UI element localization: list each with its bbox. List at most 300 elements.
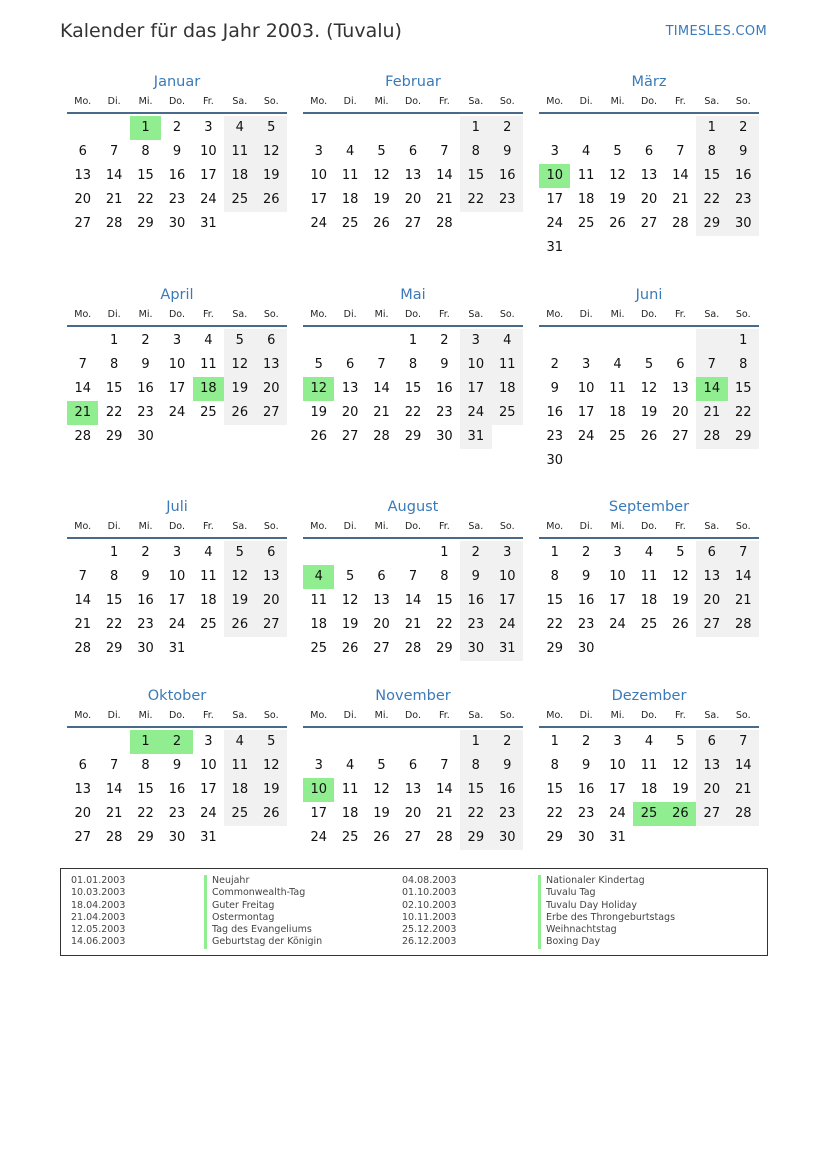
- empty-day-cell: [539, 329, 570, 353]
- day-cell: 8: [550, 758, 559, 773]
- day-cell: 10: [200, 758, 217, 773]
- day-cell: 29: [460, 826, 491, 850]
- day-cell: 6: [256, 541, 287, 565]
- day-cell: 15: [137, 782, 154, 797]
- legend-names-right: [538, 875, 675, 949]
- weekday-header: [67, 706, 287, 728]
- day-cell: 26: [373, 216, 390, 231]
- day-cell: 31: [460, 425, 491, 449]
- empty-day-cell: [429, 116, 460, 140]
- day-cell: 3: [581, 357, 591, 372]
- empty-day-cell: [633, 826, 664, 850]
- day-cell: 21: [404, 617, 422, 632]
- empty-day-cell: [492, 212, 523, 236]
- weekday-label: Do.: [168, 710, 185, 721]
- empty-day-cell: [397, 730, 428, 754]
- day-cell: 17: [168, 381, 186, 396]
- week-row: [67, 589, 287, 613]
- day-cell: 4: [303, 565, 334, 589]
- month-name: Dezember: [611, 688, 687, 704]
- weekday-label: Mo.: [310, 710, 328, 721]
- day-cell: 13: [373, 593, 390, 608]
- day-cell: 16: [728, 164, 759, 188]
- weekday-label: Di.: [579, 710, 593, 721]
- day-cell: 26: [665, 802, 696, 826]
- empty-day-cell: [492, 425, 523, 449]
- week-row: [67, 802, 287, 826]
- weekday-header: [303, 706, 523, 728]
- day-cell: 5: [377, 144, 386, 159]
- weekday-label: Sa.: [704, 710, 720, 721]
- day-cell: 17: [168, 593, 186, 608]
- day-cell: 14: [105, 168, 123, 183]
- empty-day-cell: [67, 329, 98, 353]
- day-cell: 25: [341, 830, 359, 845]
- week-row: [303, 329, 523, 353]
- week-row: [539, 353, 759, 377]
- weekday-label: Fr.: [202, 96, 214, 107]
- weekday-label: Fr.: [202, 309, 214, 320]
- weekday-label: Do.: [404, 521, 421, 532]
- day-cell: 5: [644, 357, 654, 372]
- day-cell: 27: [256, 401, 287, 425]
- week-row: [539, 637, 759, 661]
- day-cell: 27: [404, 830, 422, 845]
- day-cell: 5: [314, 357, 323, 372]
- day-cell: 5: [676, 545, 685, 560]
- day-cell: 21: [696, 401, 727, 425]
- day-cell: 10: [539, 164, 570, 188]
- day-cell: 2: [550, 357, 559, 372]
- day-cell: 16: [492, 164, 523, 188]
- day-cell: 29: [728, 425, 759, 449]
- day-cell: 12: [303, 377, 334, 401]
- empty-day-cell: [224, 212, 255, 236]
- week-row: [67, 377, 287, 401]
- month-calendar: [539, 72, 759, 260]
- weekday-label: So.: [735, 710, 751, 721]
- day-cell: 2: [141, 545, 150, 560]
- day-cell: 22: [404, 405, 422, 420]
- weekday-header: [303, 517, 523, 539]
- day-cell: 19: [373, 806, 390, 821]
- day-cell: 29: [105, 641, 123, 656]
- week-row: [67, 565, 287, 589]
- day-cell: 30: [577, 830, 595, 845]
- day-cell: 8: [460, 754, 491, 778]
- day-cell: 3: [613, 545, 622, 560]
- day-cell: 12: [640, 381, 658, 396]
- week-row: [539, 212, 759, 236]
- weekday-label: Sa.: [468, 521, 484, 532]
- day-cell: 25: [224, 188, 255, 212]
- day-cell: 23: [546, 429, 563, 444]
- brand-link[interactable]: TIMESLES.COM: [665, 24, 767, 39]
- day-cell: 18: [341, 806, 359, 821]
- week-row: [539, 754, 759, 778]
- day-cell: 1: [696, 116, 727, 140]
- day-cell: 25: [341, 216, 359, 231]
- week-row: [303, 188, 523, 212]
- day-cell: 28: [728, 613, 759, 637]
- legend-holiday-name: Commonwealth-Tag: [204, 887, 322, 899]
- day-cell: 24: [546, 216, 563, 231]
- day-cell: 4: [345, 144, 355, 159]
- day-cell: 10: [303, 778, 334, 802]
- empty-day-cell: [193, 425, 224, 449]
- legend-dates-left: [71, 875, 125, 949]
- weekday-label: Di.: [579, 521, 593, 532]
- empty-day-cell: [570, 116, 601, 140]
- day-cell: 1: [408, 333, 418, 348]
- legend-date: 10.11.2003: [402, 911, 457, 923]
- day-cell: 26: [256, 802, 287, 826]
- day-cell: 5: [613, 144, 622, 159]
- weekday-label: Fr.: [674, 710, 686, 721]
- day-cell: 18: [640, 782, 658, 797]
- weekday-label: Do.: [640, 521, 657, 532]
- empty-day-cell: [366, 116, 397, 140]
- empty-day-cell: [728, 236, 759, 260]
- weekday-label: So.: [499, 309, 515, 320]
- day-cell: 9: [492, 140, 523, 164]
- day-cell: 21: [728, 778, 759, 802]
- day-cell: 15: [460, 164, 491, 188]
- day-cell: 3: [204, 734, 213, 749]
- day-cell: 31: [168, 641, 186, 656]
- weekday-label: Mo.: [310, 521, 328, 532]
- day-cell: 7: [377, 357, 386, 372]
- empty-day-cell: [633, 637, 664, 661]
- month-calendar: [67, 285, 287, 449]
- day-cell: 29: [696, 212, 727, 236]
- weekday-header: [539, 517, 759, 539]
- empty-day-cell: [728, 637, 759, 661]
- day-cell: 3: [460, 329, 491, 353]
- legend-names-left: [204, 875, 322, 949]
- weekday-label: Sa.: [704, 309, 720, 320]
- day-cell: 8: [460, 140, 491, 164]
- day-cell: 26: [373, 830, 390, 845]
- day-cell: 2: [728, 116, 759, 140]
- weekday-label: Do.: [168, 96, 185, 107]
- day-cell: 5: [345, 569, 355, 584]
- day-cell: 9: [581, 569, 591, 584]
- day-cell: 9: [141, 357, 150, 372]
- day-cell: 10: [310, 168, 327, 183]
- weekday-label: Mi.: [138, 710, 153, 721]
- day-cell: 8: [141, 758, 150, 773]
- weekday-label: Mi.: [374, 96, 389, 107]
- empty-day-cell: [696, 637, 727, 661]
- day-cell: 13: [341, 381, 359, 396]
- day-cell: 9: [440, 357, 449, 372]
- day-cell: 3: [613, 734, 622, 749]
- empty-day-cell: [67, 541, 98, 565]
- month-name: Februar: [385, 74, 441, 90]
- day-cell: 10: [609, 758, 626, 773]
- day-cell: 6: [78, 144, 87, 159]
- day-cell: 30: [168, 830, 186, 845]
- day-cell: 27: [74, 216, 91, 231]
- empty-day-cell: [602, 329, 633, 353]
- weekday-label: So.: [499, 96, 515, 107]
- day-cell: 28: [105, 216, 123, 231]
- day-cell: 23: [460, 613, 491, 637]
- day-cell: 25: [224, 802, 255, 826]
- day-cell: 26: [224, 613, 255, 637]
- day-cell: 17: [310, 806, 327, 821]
- week-row: [303, 212, 523, 236]
- day-cell: 6: [408, 144, 418, 159]
- day-cell: 11: [577, 168, 595, 183]
- day-cell: 24: [609, 617, 626, 632]
- day-cell: 22: [460, 802, 491, 826]
- day-cell: 2: [141, 333, 150, 348]
- day-cell: 7: [728, 730, 759, 754]
- day-cell: 11: [341, 168, 359, 183]
- week-row: [67, 212, 287, 236]
- empty-day-cell: [633, 329, 664, 353]
- day-cell: 18: [193, 377, 224, 401]
- weekday-label: So.: [735, 96, 751, 107]
- day-cell: 22: [436, 617, 453, 632]
- month-calendar: [303, 285, 523, 449]
- week-row: [303, 140, 523, 164]
- day-cell: 4: [644, 545, 654, 560]
- week-row: [303, 401, 523, 425]
- day-cell: 9: [172, 144, 182, 159]
- day-cell: 22: [546, 806, 563, 821]
- empty-day-cell: [602, 449, 633, 473]
- weekday-label: Fr.: [674, 309, 686, 320]
- day-cell: 15: [696, 164, 727, 188]
- week-row: [539, 140, 759, 164]
- day-cell: 6: [256, 329, 287, 353]
- day-cell: 3: [314, 144, 323, 159]
- weekday-label: So.: [499, 710, 515, 721]
- week-row: [67, 401, 287, 425]
- day-cell: 28: [373, 429, 390, 444]
- empty-day-cell: [728, 826, 759, 850]
- day-cell: 7: [440, 144, 449, 159]
- day-cell: 2: [172, 120, 182, 135]
- week-row: [303, 164, 523, 188]
- day-cell: 30: [137, 429, 154, 444]
- week-row: [67, 826, 287, 850]
- day-cell: 31: [200, 216, 217, 231]
- month-name: Januar: [153, 74, 201, 90]
- day-cell: 25: [640, 617, 658, 632]
- day-cell: 18: [341, 192, 359, 207]
- day-cell: 29: [404, 429, 422, 444]
- day-cell: 29: [546, 830, 563, 845]
- day-cell: 25: [492, 401, 523, 425]
- legend-date: 14.06.2003: [71, 936, 126, 948]
- day-cell: 10: [200, 144, 217, 159]
- weekday-label: Fr.: [202, 710, 214, 721]
- week-row: [303, 589, 523, 613]
- day-cell: 30: [577, 641, 595, 656]
- day-cell: 8: [728, 353, 759, 377]
- week-row: [303, 826, 523, 850]
- day-cell: 15: [436, 593, 453, 608]
- day-cell: 23: [137, 617, 154, 632]
- weekday-label: Do.: [640, 96, 657, 107]
- empty-day-cell: [303, 116, 334, 140]
- day-cell: 8: [696, 140, 727, 164]
- weekday-label: Di.: [107, 521, 121, 532]
- day-cell: 28: [105, 830, 123, 845]
- weekday-label: Fr.: [438, 521, 450, 532]
- legend-holiday-name: Geburtstag der Königin: [204, 936, 322, 948]
- weekday-label: Mi.: [374, 710, 389, 721]
- month-calendar: [67, 72, 287, 236]
- empty-day-cell: [397, 116, 428, 140]
- week-row: [67, 541, 287, 565]
- weekday-label: Mo.: [546, 96, 564, 107]
- week-row: [539, 164, 759, 188]
- day-cell: 13: [256, 353, 287, 377]
- weekday-label: Fr.: [202, 521, 214, 532]
- day-cell: 28: [74, 429, 91, 444]
- day-cell: 18: [492, 377, 523, 401]
- month-name: September: [608, 499, 690, 515]
- day-cell: 6: [408, 758, 418, 773]
- day-cell: 23: [492, 802, 523, 826]
- day-cell: 29: [137, 830, 154, 845]
- day-cell: 25: [609, 429, 626, 444]
- day-cell: 11: [224, 754, 255, 778]
- weekday-label: Mi.: [610, 521, 625, 532]
- legend-holiday-name: Nationaler Kindertag: [538, 875, 675, 887]
- day-cell: 6: [696, 541, 727, 565]
- day-cell: 10: [168, 357, 186, 372]
- day-cell: 22: [137, 806, 154, 821]
- day-cell: 6: [78, 758, 87, 773]
- day-cell: 22: [105, 617, 123, 632]
- day-cell: 9: [460, 565, 491, 589]
- day-cell: 21: [436, 192, 453, 207]
- day-cell: 31: [492, 637, 523, 661]
- week-row: [303, 754, 523, 778]
- day-cell: 26: [640, 429, 658, 444]
- weekday-label: Fr.: [438, 309, 450, 320]
- weekday-label: Di.: [579, 96, 593, 107]
- month-calendar: [303, 72, 523, 236]
- day-cell: 20: [256, 377, 287, 401]
- empty-day-cell: [303, 730, 334, 754]
- empty-day-cell: [633, 116, 664, 140]
- day-cell: 19: [672, 782, 689, 797]
- day-cell: 22: [460, 188, 491, 212]
- day-cell: 17: [200, 782, 217, 797]
- legend-holiday-name: Tuvalu Day Holiday: [538, 900, 675, 912]
- day-cell: 27: [672, 429, 689, 444]
- week-row: [539, 778, 759, 802]
- day-cell: 23: [492, 188, 523, 212]
- legend-date: 10.03.2003: [71, 887, 126, 899]
- day-cell: 22: [696, 188, 727, 212]
- day-cell: 20: [404, 192, 422, 207]
- weekday-label: Mo.: [74, 710, 92, 721]
- day-cell: 6: [377, 569, 386, 584]
- day-cell: 12: [373, 782, 390, 797]
- weekday-label: Sa.: [468, 710, 484, 721]
- page-title: Kalender für das Jahr 2003. (Tuvalu): [60, 20, 402, 42]
- day-cell: 18: [609, 405, 626, 420]
- empty-day-cell: [161, 425, 192, 449]
- day-cell: 4: [204, 333, 213, 348]
- week-row: [303, 425, 523, 449]
- weekday-label: Di.: [343, 309, 357, 320]
- day-cell: 11: [492, 353, 523, 377]
- week-row: [67, 164, 287, 188]
- day-cell: 17: [492, 589, 523, 613]
- month-calendar: [303, 686, 523, 850]
- week-row: [67, 116, 287, 140]
- day-cell: 24: [310, 216, 327, 231]
- day-cell: 14: [373, 381, 390, 396]
- week-row: [539, 730, 759, 754]
- week-row: [303, 116, 523, 140]
- weekday-label: Fr.: [438, 710, 450, 721]
- week-row: [303, 613, 523, 637]
- day-cell: 2: [581, 545, 591, 560]
- day-cell: 8: [109, 357, 119, 372]
- day-cell: 16: [577, 782, 595, 797]
- weekday-label: Sa.: [704, 96, 720, 107]
- weekday-label: So.: [263, 96, 279, 107]
- day-cell: 8: [109, 569, 119, 584]
- month-calendar: [539, 285, 759, 473]
- day-cell: 15: [105, 381, 123, 396]
- day-cell: 15: [546, 782, 563, 797]
- day-cell: 18: [310, 617, 327, 632]
- day-cell: 4: [204, 545, 213, 560]
- legend-date: 01.01.2003: [71, 875, 126, 886]
- empty-day-cell: [696, 329, 727, 353]
- weekday-label: Mi.: [374, 309, 389, 320]
- empty-day-cell: [193, 637, 224, 661]
- weekday-label: Di.: [107, 96, 121, 107]
- day-cell: 20: [74, 192, 91, 207]
- weekday-label: Mo.: [74, 521, 92, 532]
- day-cell: 7: [78, 569, 87, 584]
- month-name: August: [387, 499, 439, 515]
- day-cell: 28: [404, 641, 422, 656]
- day-cell: 14: [105, 782, 123, 797]
- day-cell: 21: [74, 617, 91, 632]
- day-cell: 25: [200, 405, 217, 420]
- week-row: [539, 565, 759, 589]
- month-calendar: [67, 686, 287, 850]
- day-cell: 1: [460, 730, 491, 754]
- weekday-header: [67, 92, 287, 114]
- week-row: [303, 637, 523, 661]
- day-cell: 17: [609, 782, 626, 797]
- day-cell: 4: [581, 144, 591, 159]
- day-cell: 30: [492, 826, 523, 850]
- day-cell: 19: [224, 377, 255, 401]
- weekday-label: So.: [263, 710, 279, 721]
- empty-day-cell: [665, 637, 696, 661]
- day-cell: 27: [74, 830, 91, 845]
- day-cell: 18: [200, 593, 217, 608]
- day-cell: 8: [141, 144, 150, 159]
- day-cell: 9: [172, 758, 182, 773]
- day-cell: 13: [404, 782, 422, 797]
